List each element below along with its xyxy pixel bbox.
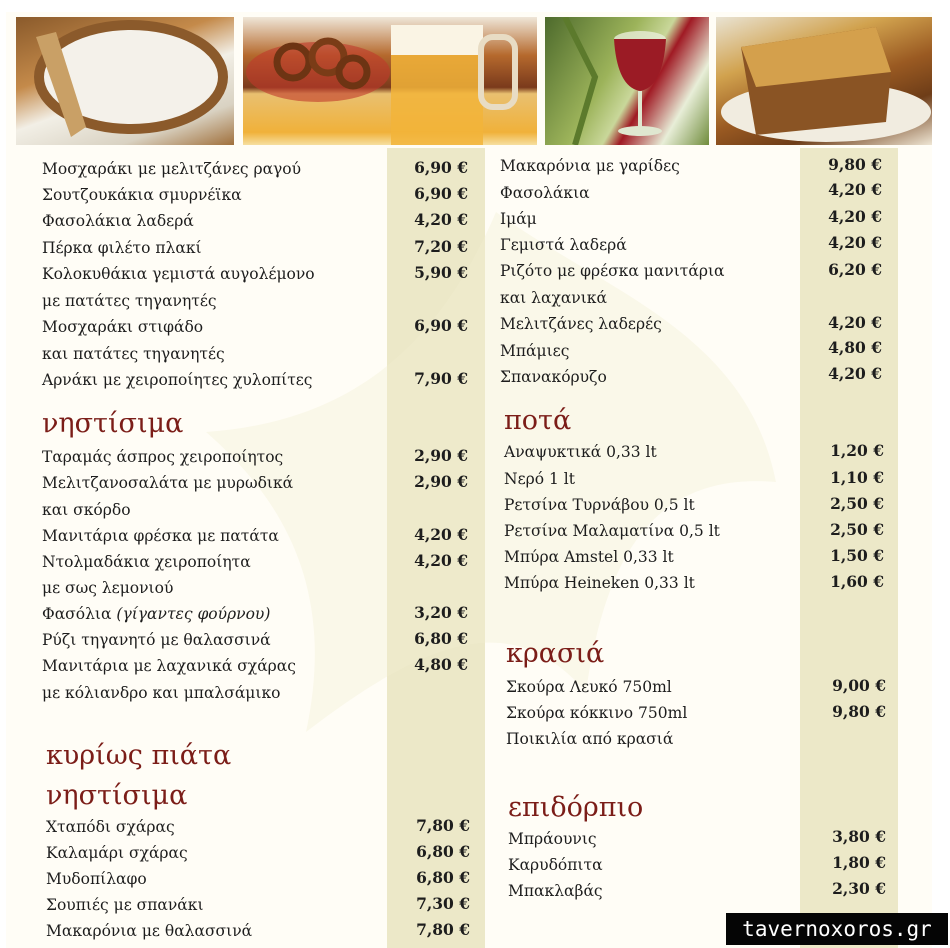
wine-glass-photo-icon xyxy=(545,17,709,145)
menu-price: 2,30 € xyxy=(832,879,886,898)
menu-price: 3,20 € xyxy=(414,603,468,622)
menu-item-cont: και λαχανικά xyxy=(500,289,607,307)
menu-price: 7,20 € xyxy=(414,237,468,256)
section-heading-main-fasting: νηστίσιμα xyxy=(46,780,188,811)
menu-price: 6,80 € xyxy=(416,868,470,887)
menu-price: 4,20 € xyxy=(828,313,882,332)
menu-price: 6,20 € xyxy=(828,260,882,279)
menu-item: Ρύζι τηγανητό με θαλασσινά xyxy=(42,631,271,649)
section-heading-fasting: νηστίσιμα xyxy=(42,408,184,439)
menu-item: Μπάμιες xyxy=(500,342,570,360)
section-heading-wines: κρασιά xyxy=(506,638,605,669)
menu-item: Αναψυκτικά 0,33 lt xyxy=(504,443,657,461)
menu-item: Σπανακόρυζο xyxy=(500,368,607,386)
menu-item: Σκούρα Λευκό 750ml xyxy=(506,678,672,696)
menu-item: Μοσχαράκι με μελιτζάνες ραγού xyxy=(42,160,302,178)
menu-item: Γεμιστά λαδερά xyxy=(500,236,627,254)
menu-item: Ιμάμ xyxy=(500,210,537,228)
menu-price: 6,90 € xyxy=(414,158,468,177)
menu-item: Μπράουνις xyxy=(508,830,597,848)
menu-price: 6,90 € xyxy=(414,316,468,335)
menu-item: Φασολάκια xyxy=(500,184,590,202)
menu-price: 4,80 € xyxy=(828,338,882,357)
menu-price: 4,20 € xyxy=(828,207,882,226)
menu-item: Μελιτζάνες λαδερές xyxy=(500,315,662,333)
menu-price: 9,80 € xyxy=(832,702,886,721)
menu-item: Μοσχαράκι στιφάδο xyxy=(42,318,204,336)
menu-price: 1,10 € xyxy=(830,468,884,487)
menu-price: 4,20 € xyxy=(828,364,882,383)
menu-item: Ντολμαδάκια χειροποίητα xyxy=(42,553,251,571)
menu-item: Σκούρα κόκκινο 750ml xyxy=(506,704,688,722)
menu-item: Μανιτάρια με λαχανικά σχάρας xyxy=(42,657,296,675)
menu-item: Ρετσίνα Τυρνάβου 0,5 lt xyxy=(504,496,695,514)
menu-item: Μανιτάρια φρέσκα με πατάτα xyxy=(42,527,279,545)
menu-price: 4,20 € xyxy=(828,180,882,199)
menu-item: Νερό 1 lt xyxy=(504,470,575,488)
menu-item-name: Φασόλια xyxy=(42,605,112,623)
menu-price: 7,80 € xyxy=(416,920,470,939)
menu-price: 1,80 € xyxy=(832,853,886,872)
menu-price: 1,50 € xyxy=(830,546,884,565)
menu-item-cont: και πατάτες τηγανητές xyxy=(42,345,225,363)
menu-item: Μπύρα Amstel 0,33 lt xyxy=(504,548,674,566)
baklava-photo-icon xyxy=(716,17,932,145)
menu-item: Ρετσίνα Μαλαματίνα 0,5 lt xyxy=(504,522,720,540)
menu-item: Μυδοπίλαφο xyxy=(46,870,147,888)
menu-item: Καρυδόπιτα xyxy=(508,856,603,874)
menu-item: Καλαμάρι σχάρας xyxy=(46,844,188,862)
section-heading-dessert: επιδόρπιο xyxy=(508,792,644,823)
menu-item: Χταπόδι σχάρας xyxy=(46,818,175,836)
menu-item: Κολοκυθάκια γεμιστά αυγολέμονο xyxy=(42,265,315,283)
menu-price: 2,90 € xyxy=(414,472,468,491)
section-heading-drinks: ποτά xyxy=(504,405,572,436)
menu-item: Ταραμάς άσπρος χειροποίητος xyxy=(42,448,284,466)
menu-item-cont: με κόλιανδρο και μπαλσάμικο xyxy=(42,684,281,702)
pretzel-beer-photo-icon xyxy=(243,17,537,145)
menu-price: 9,00 € xyxy=(832,676,886,695)
menu-price: 5,90 € xyxy=(414,263,468,282)
menu-item: Σουτζουκάκια σμυρνέϊκα xyxy=(42,186,242,204)
menu-item-cont: με πατάτες τηγανητές xyxy=(42,292,217,310)
menu-item: Πέρκα φιλέτο πλακί xyxy=(42,239,202,257)
menu-price: 2,90 € xyxy=(414,446,468,465)
menu-item: Μακαρόνια με γαρίδες xyxy=(500,157,680,175)
menu-price: 9,80 € xyxy=(828,155,882,174)
menu-item: Ποικιλία από κρασιά xyxy=(506,730,674,748)
menu-price: 4,20 € xyxy=(828,233,882,252)
menu-page xyxy=(6,12,932,948)
menu-price: 4,20 € xyxy=(414,551,468,570)
menu-item-cont: και σκόρδο xyxy=(42,501,131,519)
menu-price: 3,80 € xyxy=(832,827,886,846)
menu-item-cont: με σως λεμονιού xyxy=(42,579,174,597)
menu-item: Μακαρόνια με θαλασσινά xyxy=(46,922,253,940)
menu-price: 7,30 € xyxy=(416,894,470,913)
menu-item: Αρνάκι με χειροποίητες χυλοπίτες xyxy=(42,371,313,389)
menu-price: 4,80 € xyxy=(414,655,468,674)
menu-item: Μελιτζανοσαλάτα με μυρωδικά xyxy=(42,474,294,492)
rice-photo-icon xyxy=(16,17,234,145)
photo-strip xyxy=(16,17,932,147)
menu-price: 4,20 € xyxy=(414,210,468,229)
menu-price: 4,20 € xyxy=(414,525,468,544)
menu-item-note: (γίγαντες φούρνου) xyxy=(116,605,271,623)
menu-price: 1,60 € xyxy=(830,572,884,591)
menu-item: Φασολάκια λαδερά xyxy=(42,212,194,230)
menu-price: 2,50 € xyxy=(830,494,884,513)
menu-price: 7,90 € xyxy=(414,369,468,388)
menu-price: 2,50 € xyxy=(830,520,884,539)
section-heading-main: κυρίως πιάτα xyxy=(46,740,232,771)
website-watermark: tavernoxoros.gr xyxy=(726,913,948,945)
menu-item: Μπακλαβάς xyxy=(508,882,603,900)
menu-price: 1,20 € xyxy=(830,441,884,460)
menu-price: 7,80 € xyxy=(416,816,470,835)
menu-item: Μπύρα Heineken 0,33 lt xyxy=(504,574,695,592)
menu-item xyxy=(42,605,270,623)
menu-price: 6,80 € xyxy=(414,629,468,648)
menu-item: Σουπιές με σπανάκι xyxy=(46,896,204,914)
menu-item: Ριζότο με φρέσκα μανιτάρια xyxy=(500,262,725,280)
menu-price: 6,80 € xyxy=(416,842,470,861)
menu-price: 6,90 € xyxy=(414,184,468,203)
